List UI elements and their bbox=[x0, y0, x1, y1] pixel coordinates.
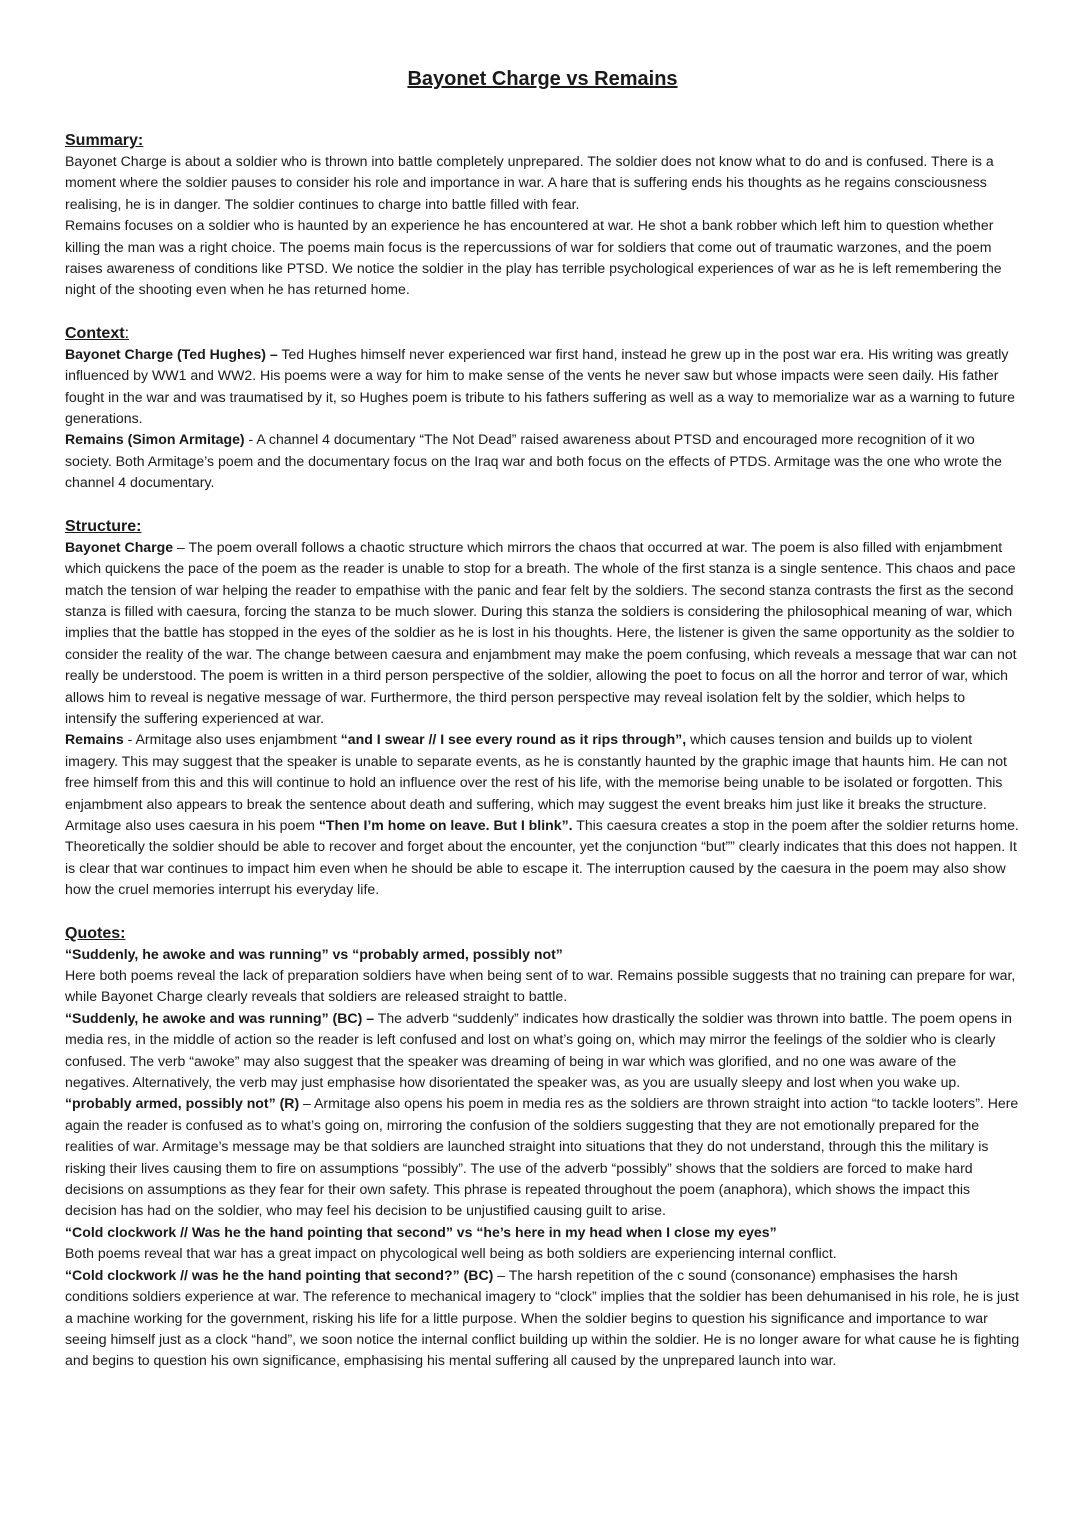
context-rem-label: Remains (Simon Armitage) bbox=[65, 431, 245, 448]
quotes-heading: Quotes: bbox=[65, 924, 126, 942]
structure-bc-label: Bayonet Charge bbox=[65, 538, 174, 555]
page-title: Bayonet Charge vs Remains bbox=[407, 68, 678, 90]
quote-3-label: “Cold clockwork // was he the hand pointing that second?” (BC) bbox=[65, 1266, 494, 1283]
structure-heading: Structure: bbox=[65, 517, 142, 535]
summary-paragraph-bayonet: Bayonet Charge is about a soldier who is thrown into battle completely unprepared. The soldier does not know what to do and is confused. There is a moment where the soldier pauses to consider his role and importance in war. A hare that is suffering ends his thoughts as he regains consciousness realising, he is in danger. The soldier continues to charge into battle filled with fear. bbox=[65, 153, 994, 212]
quote-2-text: – Armitage also opens his poem in media res as the soldiers are thrown straight into action “to tackle looters”. Here again the reader is confused as to what’s going on, mirroring the confusion of the soldiers suggesting that they are not emotionally prepared for the realities of war. Armitage’s message may be that soldiers are launched straight into situations that they do not understand, through this the military is risking their lives causing them to fire on assumptions “possibly”. The use of the adverb “possibly” shows that the soldiers are forced to make hard decisions on assumptions as they fear for their own safety. This phrase is repeated throughout the poem (anaphora), which shows the impact this decision has had on the soldier, who may feel his decision to be unjustified causing guilt to arise. bbox=[65, 1095, 1019, 1219]
context-heading-text: Context bbox=[65, 324, 125, 342]
structure-bc-text: – The poem overall follows a chaotic structure which mirrors the chaos that occurred at war. The poem is also filled with enjambment which quickens the pace of the poem as the reader is unable to stop for a breath. The whole of the first stanza is a single sentence. This chaos and pace match the tension of war helping the reader to empathise with the panic and fear felt by the soldiers. The second stanza contrasts the first as the second stanza is filled with caesura, forcing the stanza to be much slower. During this stanza the soldiers is considering the philosophical meaning of war, which implies that the battle has stopped in the eyes of the soldier as he is lost in his thoughts. Here, the listener is given the same opportunity as the soldier to consider the reality of the war. The change between caesura and enjambment may make the poem confusing, which reveals a message that war can not really be understood. The poem is written in a third person perspective of the soldier, allowing the poet to focus on all the horror and terror of war, which allows him to reveal is negative message of war. Furthermore, the third person perspective may reveal isolation felt by the soldier, which helps to intensify the suffering experienced at war. bbox=[65, 538, 1017, 726]
summary-paragraph-remains: Remains focuses on a soldier who is haunted by an experience he has encountered at war. He shot a bank robber which left him to question whether killing the man was a right choice. The poems main focus is the repercussions of war for soldiers that come out of traumatic warzones, and the poem raises awareness of conditions like PTSD. We notice the soldier in the play has terrible psychological experiences of war as he is left remembering the night of the shooting even when he has returned home. bbox=[65, 217, 1002, 298]
structure-section bbox=[65, 516, 1020, 901]
summary-heading: Summary: bbox=[65, 132, 144, 149]
quotes-section bbox=[65, 923, 1020, 1372]
document-page bbox=[65, 64, 1020, 1394]
structure-rem-text-2: which causes tension and builds up to violent imagery. This may suggest that the speaker is unable to separate events, as he is constantly haunted by the graphic image that haunts him. He can not free himself from this and this will continue to hold an influence over the rest of his life, with the memorise being unable to be isolated or forgotten. This enjambment also appears to break the sentence about death and suffering, which may suggest the event breaks him just like it breaks the structure. Armitage also uses caesura in his poem bbox=[65, 731, 1007, 833]
quote-pair-2-text: Both poems reveal that war has a great impact on phycological well being as both soldiers are experiencing internal conflict. bbox=[65, 1245, 837, 1262]
quote-pair-2 bbox=[65, 1222, 1020, 1243]
quote-pair-2-heading: “Cold clockwork // Was he the hand pointing that second” vs “he’s here in my head when I close my eyes” bbox=[65, 1223, 777, 1240]
quote-analysis-1 bbox=[65, 1008, 1020, 1094]
context-paragraph-remains bbox=[65, 429, 1020, 493]
quote-analysis-2 bbox=[65, 1093, 1020, 1221]
quote-pair-1-text: Here both poems reveal the lack of preparation soldiers have when being sent of to war. Remains possible suggests that no training can prepare for war, while Bayonet Charge clearly reveals that soldiers are released straight to battle. bbox=[65, 967, 1016, 1005]
context-bc-label: Bayonet Charge (Ted Hughes) – bbox=[65, 345, 278, 362]
structure-paragraph-bayonet bbox=[65, 537, 1020, 730]
quote-2-label: “probably armed, possibly not” (R) bbox=[65, 1095, 300, 1112]
structure-rem-label: Remains bbox=[65, 731, 124, 748]
structure-rem-quote-1: “and I swear // I see every round as it rips through”, bbox=[340, 731, 687, 748]
structure-rem-quote-2: “Then I’m home on leave. But I blink”. bbox=[318, 816, 573, 833]
quote-analysis-3 bbox=[65, 1265, 1020, 1372]
quote-3-text: – The harsh repetition of the c sound (consonance) emphasises the harsh conditions soldiers experience at war. The reference to mechanical imagery to “clock” implies that the soldier has been dehumanised in his role, he is just a machine working for the government, risking his life for a little purpose. When the soldier begins to question his significance and importance to war seeing himself just as a clock “hand”, we soon notice the internal conflict building up within the soldier. He is no longer aware for what cause he is fighting and begins to question his own significance, emphasising his mental suffering all caused by the unprepared launch into war. bbox=[65, 1266, 1020, 1369]
structure-rem-text-3: This caesura creates a stop in the poem after the soldier returns home. Theoretically the soldier should be able to recover and forget about the encounter, yet the conjunction “but”” clearly indicates that this does not happen. It is clear that war continues to impact him even when he should be able to escape it. The interruption caused by the caesura in the poem may also show how the cruel memories interrupt his everyday life. bbox=[65, 816, 1019, 898]
structure-paragraph-remains bbox=[65, 729, 1020, 900]
context-heading-colon: : bbox=[124, 324, 130, 342]
summary-section bbox=[65, 130, 1020, 301]
quote-pair-1-heading: “Suddenly, he awoke and was running” vs “probably armed, possibly not” bbox=[65, 945, 563, 962]
context-paragraph-bayonet bbox=[65, 344, 1020, 430]
context-section bbox=[65, 323, 1020, 494]
context-rem-text: - A channel 4 documentary “The Not Dead” raised awareness about PTSD and encouraged more recognition of it wo society. Both Armitage’s poem and the documentary focus on the Iraq war and both focus on the effects of PTDS. Armitage was the one who wrote the channel 4 documentary. bbox=[65, 431, 1002, 491]
context-bc-text: Ted Hughes himself never experienced war first hand, instead he grew up in the post war era. His writing was greatly influenced by WW1 and WW2. His poems were a way for him to make sense of the vents he never saw but whose impacts were seen daily. His father fought in the war and was traumatised by it, so Hughes poem is tribute to his fathers suffering as well as a way to memorialize war as a warning to future generations. bbox=[65, 345, 1015, 427]
quote-pair-1 bbox=[65, 944, 1020, 965]
context-heading bbox=[65, 323, 1020, 344]
structure-rem-text-1: - Armitage also uses enjambment bbox=[123, 731, 341, 748]
quote-1-label: “Suddenly, he awoke and was running” (BC) – bbox=[65, 1009, 375, 1026]
quote-1-text: The adverb “suddenly” indicates how drastically the soldier was thrown into battle. The poem opens in media res, in the middle of action so the reader is left confused and lost on what’s going on, which may mirror the feelings of the soldier who is clearly confused. The verb “awoke” may also suggest that the speaker was dreaming of being in war which was glorified, and no one was aware of the negatives. Alternatively, the verb may just emphasise how disorientated the speaker was, as you are usually sleepy and lost when you wake up. bbox=[65, 1009, 1013, 1091]
